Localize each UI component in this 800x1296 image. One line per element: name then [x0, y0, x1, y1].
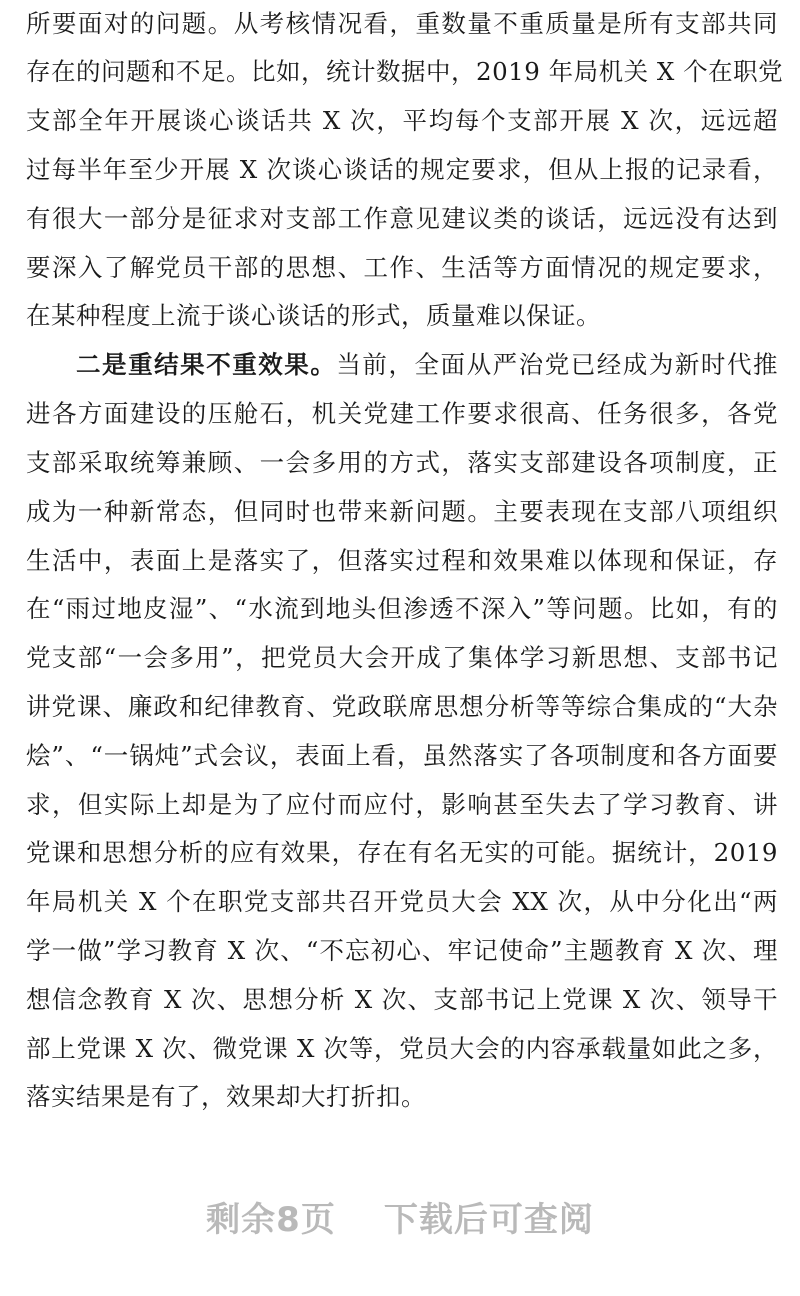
paragraph-heading-rest: 当前，全面从严治党已经成为新时代推 — [336, 350, 779, 379]
text-line: 进各方面建设的压舱石，机关党建工作要求很高、任务很多，各党 — [26, 399, 778, 428]
text-line: 支部采取统筹兼顾、一会多用的方式，落实支部建设各项制度，正 — [26, 448, 778, 477]
text-line: 讲党课、廉政和纪律教育、党政联席思想分析等等综合集成的“大杂 — [26, 692, 778, 721]
text-line: 生活中，表面上是落实了，但落实过程和效果难以体现和保证，存 — [26, 546, 778, 575]
text-line: 求，但实际上却是为了应付而应付，影响甚至失去了学习教育、讲 — [26, 790, 778, 819]
text-line: 支部全年开展谈心谈话共 X 次，平均每个支部开展 X 次，远远超 — [26, 106, 778, 135]
download-hint-label: 下载后可查阅 — [383, 1200, 594, 1240]
text-line: 要深入了解党员干部的思想、工作、生活等方面情况的规定要求， — [26, 253, 778, 282]
text-line: 所要面对的问题。从考核情况看，重数量不重质量是所有支部共同 — [26, 9, 778, 38]
remaining-pages-label: 剩余8页 — [206, 1200, 336, 1240]
download-prompt[interactable] — [0, 1192, 800, 1241]
text-line: 党课和思想分析的应有效果，存在有名无实的可能。据统计，2019 — [26, 838, 778, 867]
text-line: 烩”、“一锅炖”式会议，表面上看，虽然落实了各项制度和各方面要 — [26, 741, 778, 770]
text-line: 学一做”学习教育 X 次、“不忘初心、牢记使命”主题教育 X 次、理 — [26, 936, 778, 965]
paragraph-heading: 二是重结果不重效果。 — [76, 350, 337, 379]
text-line: 过每半年至少开展 X 次谈心谈话的规定要求，但从上报的记录看， — [26, 155, 778, 184]
text-line: 党支部“一会多用”，把党员大会开成了集体学习新思想、支部书记 — [26, 643, 778, 672]
text-line: 在“雨过地皮湿”、“水流到地头但渗透不深入”等问题。比如，有的 — [26, 594, 778, 623]
text-line: 年局机关 X 个在职党支部共召开党员大会 XX 次，从中分化出“两 — [26, 887, 778, 916]
paragraph-first-line — [76, 343, 778, 387]
text-line: 想信念教育 X 次、思想分析 X 次、支部书记上党课 X 次、领导干 — [26, 985, 778, 1014]
text-line: 落实结果是有了，效果却大打折扣。 — [26, 1082, 426, 1111]
text-line: 成为一种新常态，但同时也带来新问题。主要表现在支部八项组织 — [26, 497, 778, 526]
text-line: 存在的问题和不足。比如，统计数据中，2019 年局机关 X 个在职党 — [26, 57, 784, 86]
text-line: 在某种程度上流于谈心谈话的形式，质量难以保证。 — [26, 301, 601, 330]
text-line: 有很大一部分是征求对支部工作意见建议类的谈话，远远没有达到 — [26, 204, 778, 233]
text-line: 部上党课 X 次、微党课 X 次等，党员大会的内容承载量如此之多， — [26, 1034, 778, 1063]
